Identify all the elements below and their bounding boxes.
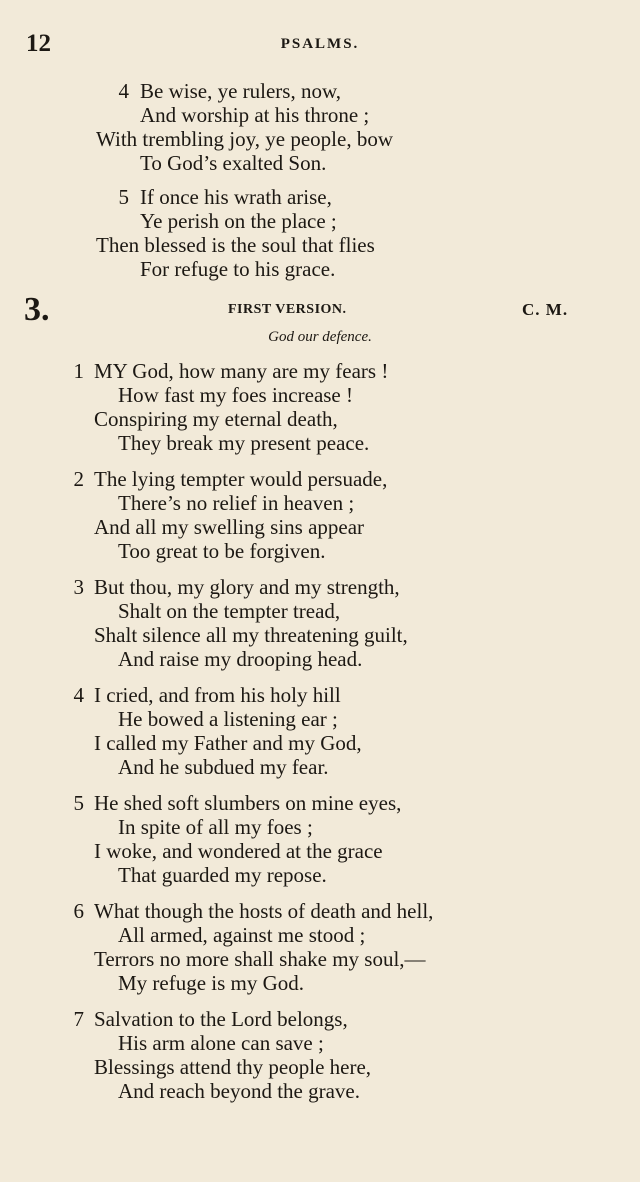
verse-text: Shalt on the tempter tread, — [118, 599, 341, 623]
running-title: PSALMS. — [280, 36, 360, 52]
verse-line — [0, 1031, 640, 1055]
verse-text: Shalt silence all my threatening guilt, — [94, 623, 408, 647]
verse-line — [0, 467, 640, 491]
verse-line — [0, 359, 640, 383]
verse-text: Terrors no more shall shake my soul,— — [94, 947, 426, 971]
verse-text: How fast my foes increase ! — [118, 383, 353, 407]
verse-text: And all my swelling sins appear — [94, 515, 365, 539]
page-number: 12 — [26, 30, 51, 57]
stanza-number: 1 — [73, 359, 84, 383]
verse-text: I called my Father and my God, — [94, 731, 362, 755]
verse-line — [0, 863, 640, 887]
stanza-number: 4 — [118, 79, 129, 103]
verse-text: Salvation to the Lord belongs, — [94, 1007, 348, 1031]
verse-text: And he subdued my fear. — [118, 755, 329, 779]
stanza-number: 3 — [73, 575, 84, 599]
verse-text: And worship at his throne ; — [140, 103, 370, 127]
verse-line — [0, 1007, 640, 1031]
verse-line — [0, 151, 640, 175]
verse-text: And reach beyond the grave. — [118, 1079, 360, 1103]
verse-text: He shed soft slumbers on mine eyes, — [94, 791, 402, 815]
verse-line — [0, 1079, 640, 1103]
psalm-subtitle: God our defence. — [268, 329, 372, 345]
verse-line — [0, 515, 640, 539]
verse-text: His arm alone can save ; — [118, 1031, 324, 1055]
verse-line — [0, 491, 640, 515]
stanza-number: 5 — [73, 791, 84, 815]
verse-text: There’s no relief in heaven ; — [118, 491, 355, 515]
verse-line — [0, 923, 640, 947]
verse-line — [0, 1055, 640, 1079]
verse-line — [0, 899, 640, 923]
verse-text: All armed, against me stood ; — [118, 923, 366, 947]
verse-line — [0, 755, 640, 779]
verse-line — [0, 623, 640, 647]
verse-text: To God’s exalted Son. — [140, 151, 327, 175]
verse-line — [0, 127, 640, 151]
verse-text: What though the hosts of death and hell, — [94, 899, 434, 923]
verse-line — [0, 539, 640, 563]
verse-line — [0, 103, 640, 127]
verse-text: In spite of all my foes ; — [118, 815, 313, 839]
verse-text: Conspiring my eternal death, — [94, 407, 338, 431]
verse-text: I cried, and from his holy hill — [94, 683, 341, 707]
verse-line — [0, 647, 640, 671]
verse-text: I woke, and wondered at the grace — [94, 839, 383, 863]
verse-text: With trembling joy, ye people, bow — [96, 127, 393, 151]
verse-line — [0, 791, 640, 815]
verse-text: He bowed a listening ear ; — [118, 707, 338, 731]
verse-line — [0, 575, 640, 599]
stanza — [0, 791, 640, 887]
psalm-version: FIRST VERSION. — [228, 302, 347, 317]
verse-text: The lying tempter would persuade, — [94, 467, 388, 491]
stanza-number: 4 — [73, 683, 84, 707]
verse-line — [0, 839, 640, 863]
verse-line — [0, 731, 640, 755]
verse-text: And raise my drooping head. — [118, 647, 363, 671]
stanza — [0, 359, 640, 455]
stanza-number: 7 — [73, 1007, 84, 1031]
verse-text: Blessings attend thy people here, — [94, 1055, 372, 1079]
verse-text: But thou, my glory and my strength, — [94, 575, 400, 599]
psalm-meter: C. M. — [522, 300, 569, 319]
verse-line — [0, 407, 640, 431]
verse-text: For refuge to his grace. — [140, 257, 336, 281]
verse-line — [0, 947, 640, 971]
verse-line — [0, 683, 640, 707]
verse-text: They break my present peace. — [118, 431, 370, 455]
verse-line — [0, 79, 640, 103]
stanza — [0, 467, 640, 563]
verse-line — [0, 815, 640, 839]
stanza — [0, 683, 640, 779]
verse-line — [0, 707, 640, 731]
verse-line — [0, 209, 640, 233]
verse-text: Be wise, ye rulers, now, — [140, 79, 342, 103]
verse-line — [0, 599, 640, 623]
verse-text: Then blessed is the soul that flies — [96, 233, 375, 257]
stanza-number: 6 — [73, 899, 84, 923]
verse-line — [0, 431, 640, 455]
verse-text: If once his wrath arise, — [140, 185, 332, 209]
verse-text: Too great to be forgiven. — [118, 539, 326, 563]
verse-line — [0, 971, 640, 995]
psalm-number: 3. — [24, 291, 50, 328]
stanza — [0, 1007, 640, 1103]
verse-line — [0, 383, 640, 407]
verse-line — [0, 257, 640, 281]
stanza — [0, 899, 640, 995]
verse-text: My refuge is my God. — [118, 971, 305, 995]
stanza — [0, 185, 640, 281]
verse-line — [0, 233, 640, 257]
stanza-number: 5 — [118, 185, 129, 209]
verse-line — [0, 185, 640, 209]
stanza — [0, 575, 640, 671]
verse-text: Ye perish on the place ; — [140, 209, 337, 233]
verse-text: That guarded my repose. — [118, 863, 327, 887]
stanza-number: 2 — [73, 467, 84, 491]
stanza — [0, 79, 640, 175]
verse-text: MY God, how many are my fears ! — [94, 359, 389, 383]
